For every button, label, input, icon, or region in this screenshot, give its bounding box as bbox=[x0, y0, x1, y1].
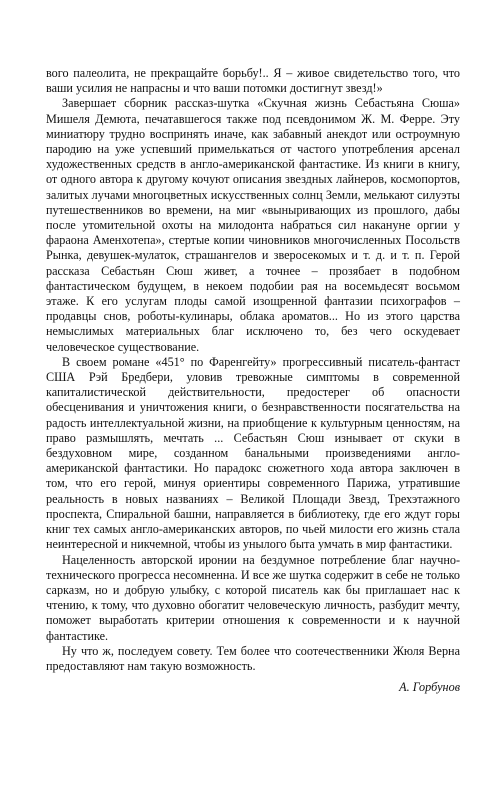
document-page bbox=[46, 66, 460, 695]
paragraph-irony: Нацеленность авторской иронии на бездумное потребление благ научно-технического прогресса несомненна. И все же шутка содержит в себе не только сарказм, но и добрую улыбку, с которой писатель как бы приглашает нас к чтению, к тому, что духовно обогатит человеческую личность, разбудит мечту, поможет выработать критерии отношения к современности и к научной фантастике. bbox=[46, 552, 460, 643]
paragraph-demut-story: Завершает сборник рассказ-шутка «Скучная жизнь Себастьяна Сюша» Мишеля Демюта, печатавшегося также под псевдонимом Ж. М. Ферре. Эту миниатюру трудно воспринять иначе, как забавный анекдот или остроумную пародию на уже успевший примелькаться от частого употребления арсенал художественных средств в англо-американской фантастике. Из книги в книгу, от одного автора к другому кочуют описания звездных лайнеров, космопортов, залитых лучами многоцветных искусственных солнц Земли, мелькают силуэты путешественников во времени, на миг «выныривающих из прошлого, дабы после утомительной охоты на милодонта набраться сил накануне оргии у фараона Аменхотепа», стертые копии чиновников многочисленных Посольств Рынка, девушек-мулаток, страшангелов и зверосекомых и т. д. и т. п. Герой рассказа Себастьян Сюш живет, а точнее – прозябает в подобном фантастическом будущем, в некоем подобии рая на восемьдесят восьмом этаже. К его услугам плоды самой изощренной фантазии психографов – продавцы снов, роботы-кулинары, облака ароматов... Но из этого царства немыслимых материальных благ исключено то, без чего оскудевает человеческое существование. bbox=[46, 96, 460, 354]
author-signature: А. Горбунов bbox=[399, 680, 460, 695]
paragraph-bradbury: В своем романе «451° по Фаренгейту» прогрессивный писатель-фантаст США Рэй Бредбери, уловив тревожные симптомы в современной капиталистической действительности, предостерег об опасности обесценивания и уничтожения книги, о безнравственности посягательства на радость интеллектуальной жизни, на приобщение к культурным ценностям, на право размышлять, мечтать ... Себастьян Сюш изнывает от скуки в бездуховном мире, созданном банальными произведениями англо-американской фантастики. Но парадокс сюжетного хода автора заключен в том, что его герой, минуя ориентиры современного Парижа, утратившие реальность в новых названиях – Великой Площади Звезд, Трехэтажного проспекта, Спиральной башни, направляется в библиотеку, где его ждут горы книг тех самых англо-американских авторов, по чьей милости его жизнь стала неинтересной и никчемной, чтобы из унылого быта умчать в мир фантастики. bbox=[46, 354, 460, 552]
paragraph-continuation: вого палеолита, не прекращайте борьбу!.. Я – живое свидетельство того, что ваши усилия не напрасны и что ваши потомки достигнут звезд!» bbox=[46, 66, 460, 96]
paragraph-conclusion: Ну что ж, последуем совету. Тем более что соотечественники Жюля Верна предоставляют нам такую возможность. bbox=[46, 643, 460, 673]
